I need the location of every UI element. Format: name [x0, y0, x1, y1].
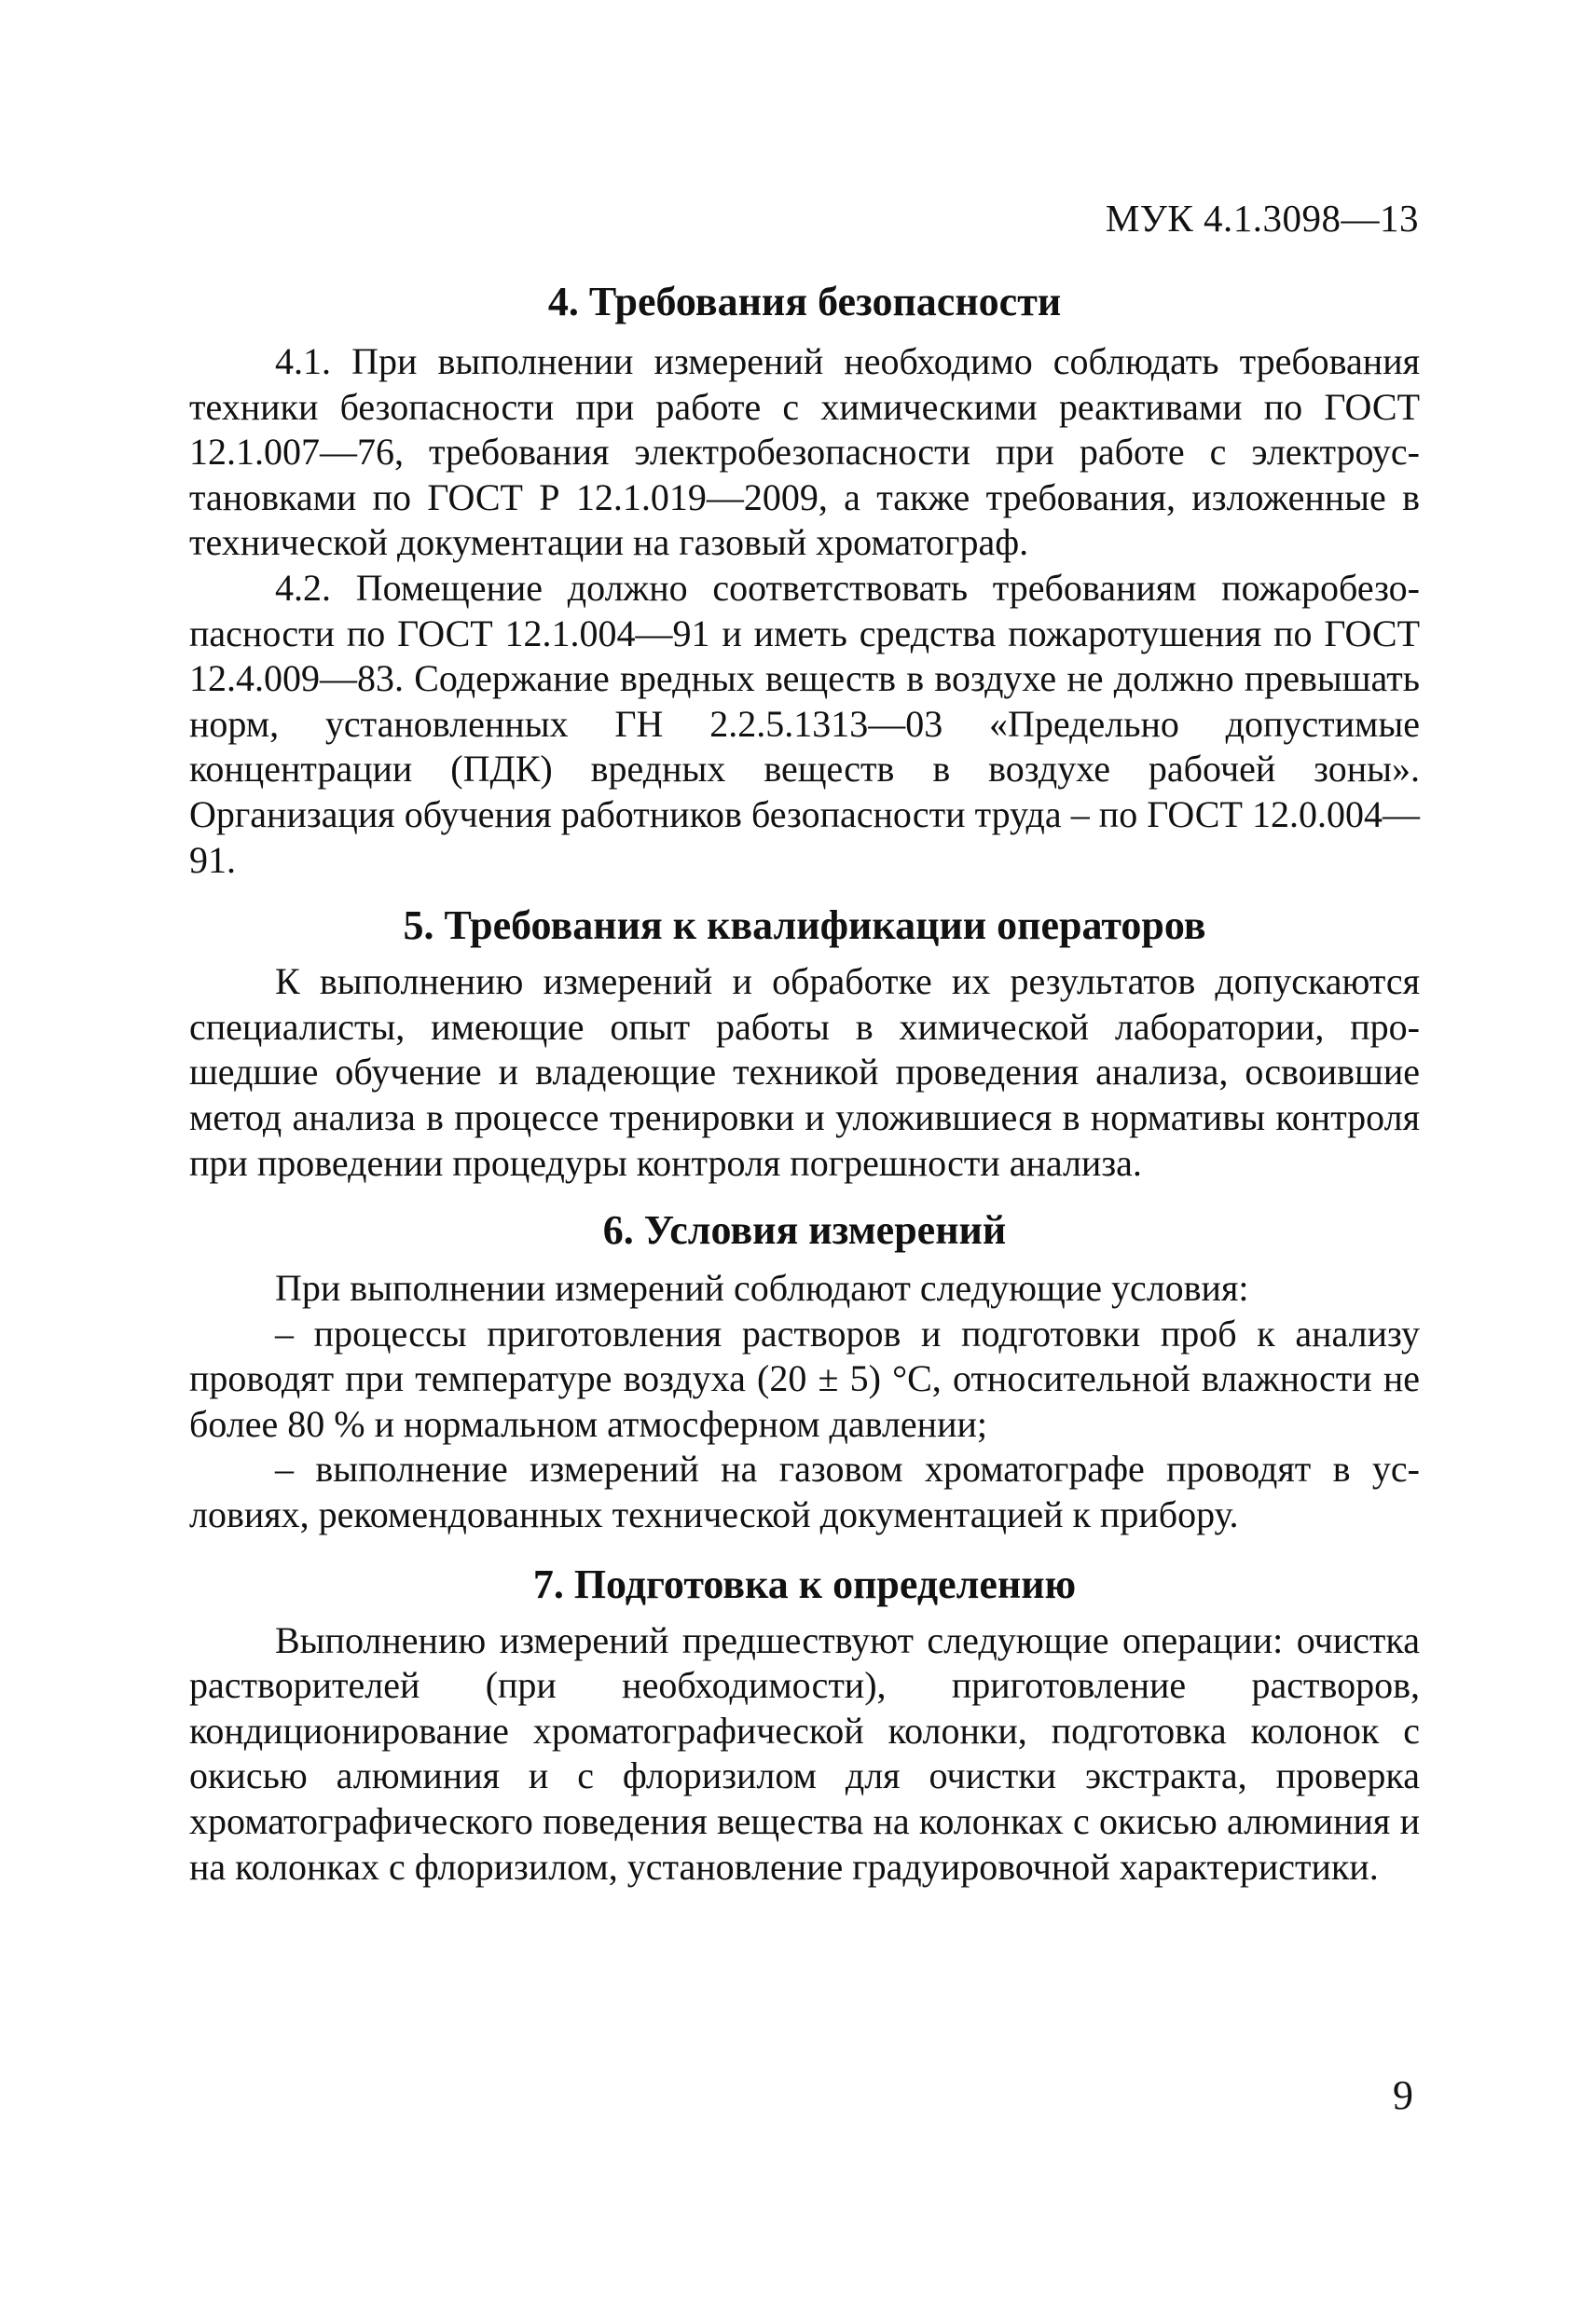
paragraph: 4.1. При выполнении измерений необходимо соблюдать требования техники безопасности при работе с химическими реактивами по ГОСТ 12.1.007—76, требования электробезопасности при работе с электроустановками по ГОСТ Р 12.1.019—2009, а также требования, изложенные в технической документации на газовый хроматограф.	[189, 340, 1420, 564]
paragraph: – выполнение измерений на газовом хроматографе проводят в условиях, рекомендованных технической документацией к прибору.	[189, 1448, 1420, 1536]
section-title: 7. Подготовка к определению	[532, 1561, 1077, 1607]
document-body	[189, 278, 1420, 1890]
section-7	[189, 1561, 1420, 1891]
paragraph: К выполнению измерений и обработке их результатов допускаются специалисты, имеющие опыт работы в химической лаборатории, прошедшие обучение и владеющие техникой проведения анализа, освоившие метод анализа в процессе тренировки и уложившиеся в нормативы контроля при проведении процедуры контроля погрешности анализа.	[189, 960, 1420, 1184]
section-4	[189, 278, 1420, 883]
section-6	[189, 1206, 1420, 1538]
document-code: МУК 4.1.3098—13	[1105, 197, 1419, 240]
section-title: 5. Требования к квалификации операторов	[403, 902, 1206, 949]
section-title: 6. Условия измерений	[602, 1207, 1007, 1254]
paragraph: 4.2. Помещение должно соответствовать требованиям пожаробезопасности по ГОСТ 12.1.004—91 и иметь средства пожаротушения по ГОСТ 12.4.009—83. Содержание вредных веществ в воздухе не должно превышать норм, установленных ГН 2.2.5.1313—03 «Предельно допустимые концентрации (ПДК) вредных веществ в воздухе рабочей зоны». Организация обучения работников безопасности труда – по ГОСТ 12.0.004—91.	[189, 566, 1420, 881]
section-5	[189, 901, 1420, 1186]
paragraph: – процессы приготовления растворов и подготовки проб к анализу проводят при температуре воздуха (20 ± 5) °С, относительной влажности не более 80 % и нормальном атмосферном давлении;	[189, 1312, 1420, 1445]
paragraph: При выполнении измерений соблюдают следующие условия:	[275, 1267, 1249, 1310]
paragraph: Выполнению измерений предшествуют следующие операции: очистка растворителей (при необходимости), приготовление растворов, кондиционирование хроматографической колонки, подготовка колонок с окисью алюминия и с флоризилом для очистки экстракта, проверка хроматографического поведения вещества на колонках с окисью алюминия и на колонках с флоризилом, установление градуировочной характеристики.	[189, 1618, 1420, 1888]
page-number: 9	[1393, 2072, 1413, 2118]
section-title: 4. Требования безопасности	[547, 279, 1062, 324]
